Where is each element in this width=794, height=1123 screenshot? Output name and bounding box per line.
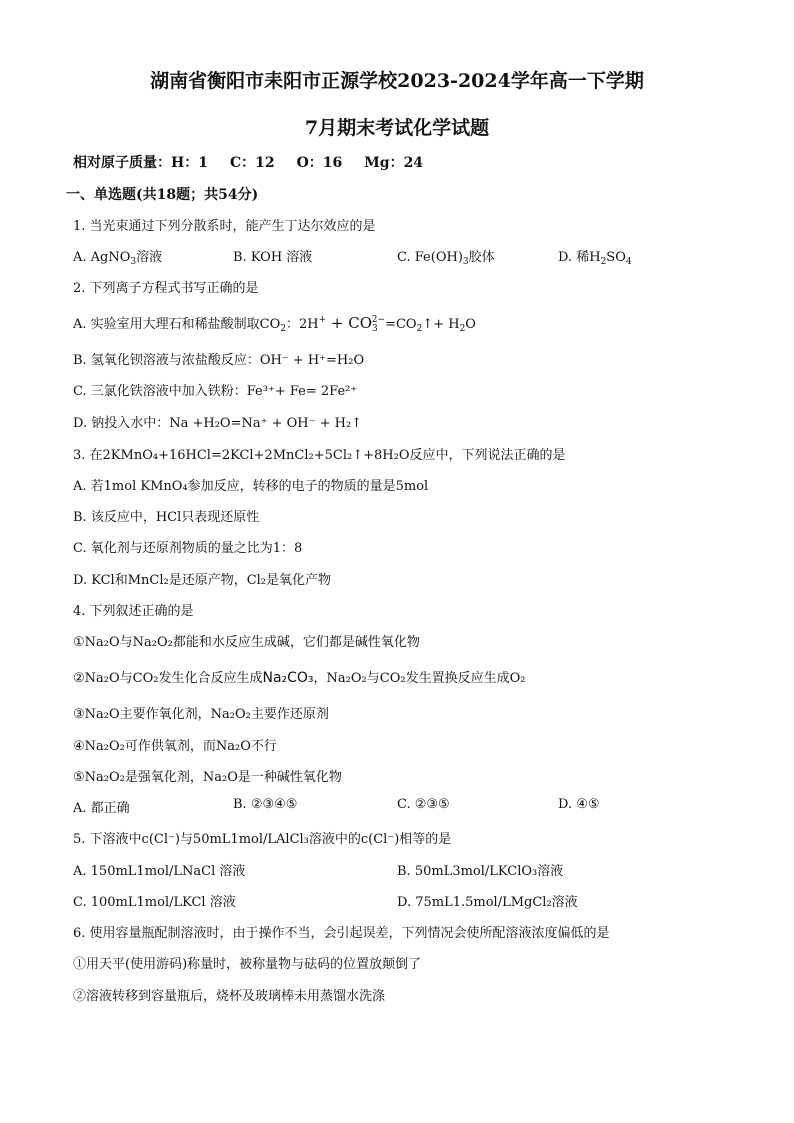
question-5-option-c: C. 100mL1mol/LKCl 溶液 xyxy=(73,895,236,910)
question-3-stem: 3. 在2KMnO₄+16HCl=2KCl+2MnCl₂+5Cl₂↑+8H₂O反应中，下列说法正确的是 xyxy=(73,448,566,463)
question-2-stem: 2. 下列离子方程式书写正确的是 xyxy=(73,281,259,296)
question-3-option-d: D. KCl和MnCl₂是还原产物，Cl₂是氧化产物 xyxy=(73,573,332,588)
question-1-option-b: B. KOH 溶液 xyxy=(233,250,313,265)
page-title-line-2: 7月期末考试化学试题 xyxy=(304,117,490,139)
question-2-option-d: D. 钠投入水中：Na +H₂O=Na⁺ + OH⁻ + H₂↑ xyxy=(73,416,363,431)
question-3-option-c: C. 氧化剂与还原剂物质的量之比为1：8 xyxy=(73,541,303,556)
atomic-mass-h: H：1 xyxy=(171,155,208,171)
question-2-option-a: A. 实验室用大理石和稀盐酸制取$CO_2$：$2H^+ + CO_3^{2-}=CO_2↑+ H_2O$ xyxy=(73,314,476,334)
question-4-statement-2: ②Na₂O与CO₂发生化合反应生成Na₂CO₃，Na₂O₂与CO₂发生置换反应生成O₂ xyxy=(73,670,526,686)
question-5-stem: 5. 下溶液中c(Cl⁻)与50mL1mol/LAlCl₃溶液中的c(Cl⁻)相等的是 xyxy=(73,832,452,847)
question-1-option-c: C. $Fe(OH)_3$胶体 xyxy=(397,250,495,267)
question-4-statement-1: ①Na₂O与Na₂O₂都能和水反应生成碱，它们都是碱性氧化物 xyxy=(73,635,420,650)
question-6-stem: 6. 使用容量瓶配制溶液时，由于操作不当，会引起误差，下列情况会使所配溶液浓度偏低的是 xyxy=(73,926,610,941)
question-1-option-a: A. AgNO$_3$溶液 xyxy=(73,250,163,267)
atomic-mass-mg: Mg：24 xyxy=(364,155,424,171)
question-4-statement-5: ⑤Na₂O₂是强氧化剂，Na₂O是一种碱性氧化物 xyxy=(73,770,342,785)
question-1-option-d: D. 稀$H_2SO_4$ xyxy=(558,250,632,267)
question-4-statement-3: ③Na₂O主要作氧化剂，Na₂O₂主要作还原剂 xyxy=(73,707,329,722)
question-4-stem: 4. 下列叙述正确的是 xyxy=(73,604,194,619)
question-4-option-b: B. ②③④⑤ xyxy=(233,797,298,812)
question-3-option-b: B. 该反应中，HCl只表现还原性 xyxy=(73,510,260,525)
question-2-option-c: C. 三氯化铁溶液中加入铁粉：Fe³⁺+ Fe= 2Fe²⁺ xyxy=(73,384,358,399)
question-4-option-a: A. 都正确 xyxy=(73,801,130,816)
question-6-statement-1: ①用天平(使用游码)称量时，被称量物与砝码的位置放颠倒了 xyxy=(73,957,422,972)
question-4-option-c: C. ②③⑤ xyxy=(397,797,450,812)
question-4-statement-4: ④Na₂O₂可作供氧剂，而Na₂O不行 xyxy=(73,739,277,754)
question-3-option-a: A. 若1mol KMnO₄参加反应，转移的电子的物质的量是5mol xyxy=(73,479,429,494)
question-5-option-a: A. 150mL1mol/LNaCl 溶液 xyxy=(73,864,246,879)
atomic-mass-row xyxy=(73,152,423,172)
atomic-mass-o: O：16 xyxy=(296,155,343,171)
question-6-statement-2: ②溶液转移到容量瓶后，烧杯及玻璃棒未用蒸馏水洗涤 xyxy=(73,989,386,1004)
question-1-stem: 1. 当光束通过下列分散系时，能产生丁达尔效应的是 xyxy=(73,219,376,234)
atomic-mass-label: 相对原子质量： xyxy=(73,155,171,171)
atomic-mass-c: C：12 xyxy=(229,155,275,171)
question-4-option-d: D. ④⑤ xyxy=(558,797,600,812)
page-title-line-1: 湖南省衡阳市耒阳市正源学校2023-2024学年高一下学期 xyxy=(150,70,644,92)
question-5-option-b: B. 50mL3mol/LKClO₃溶液 xyxy=(397,864,564,879)
question-2-option-b: B. 氢氧化钡溶液与浓盐酸反应：OH⁻ + H⁺=H₂O xyxy=(73,353,365,368)
question-5-option-d: D. 75mL1.5mol/LMgCl₂溶液 xyxy=(397,895,578,910)
section-heading: 一、单选题(共18题；共54分) xyxy=(66,187,259,203)
